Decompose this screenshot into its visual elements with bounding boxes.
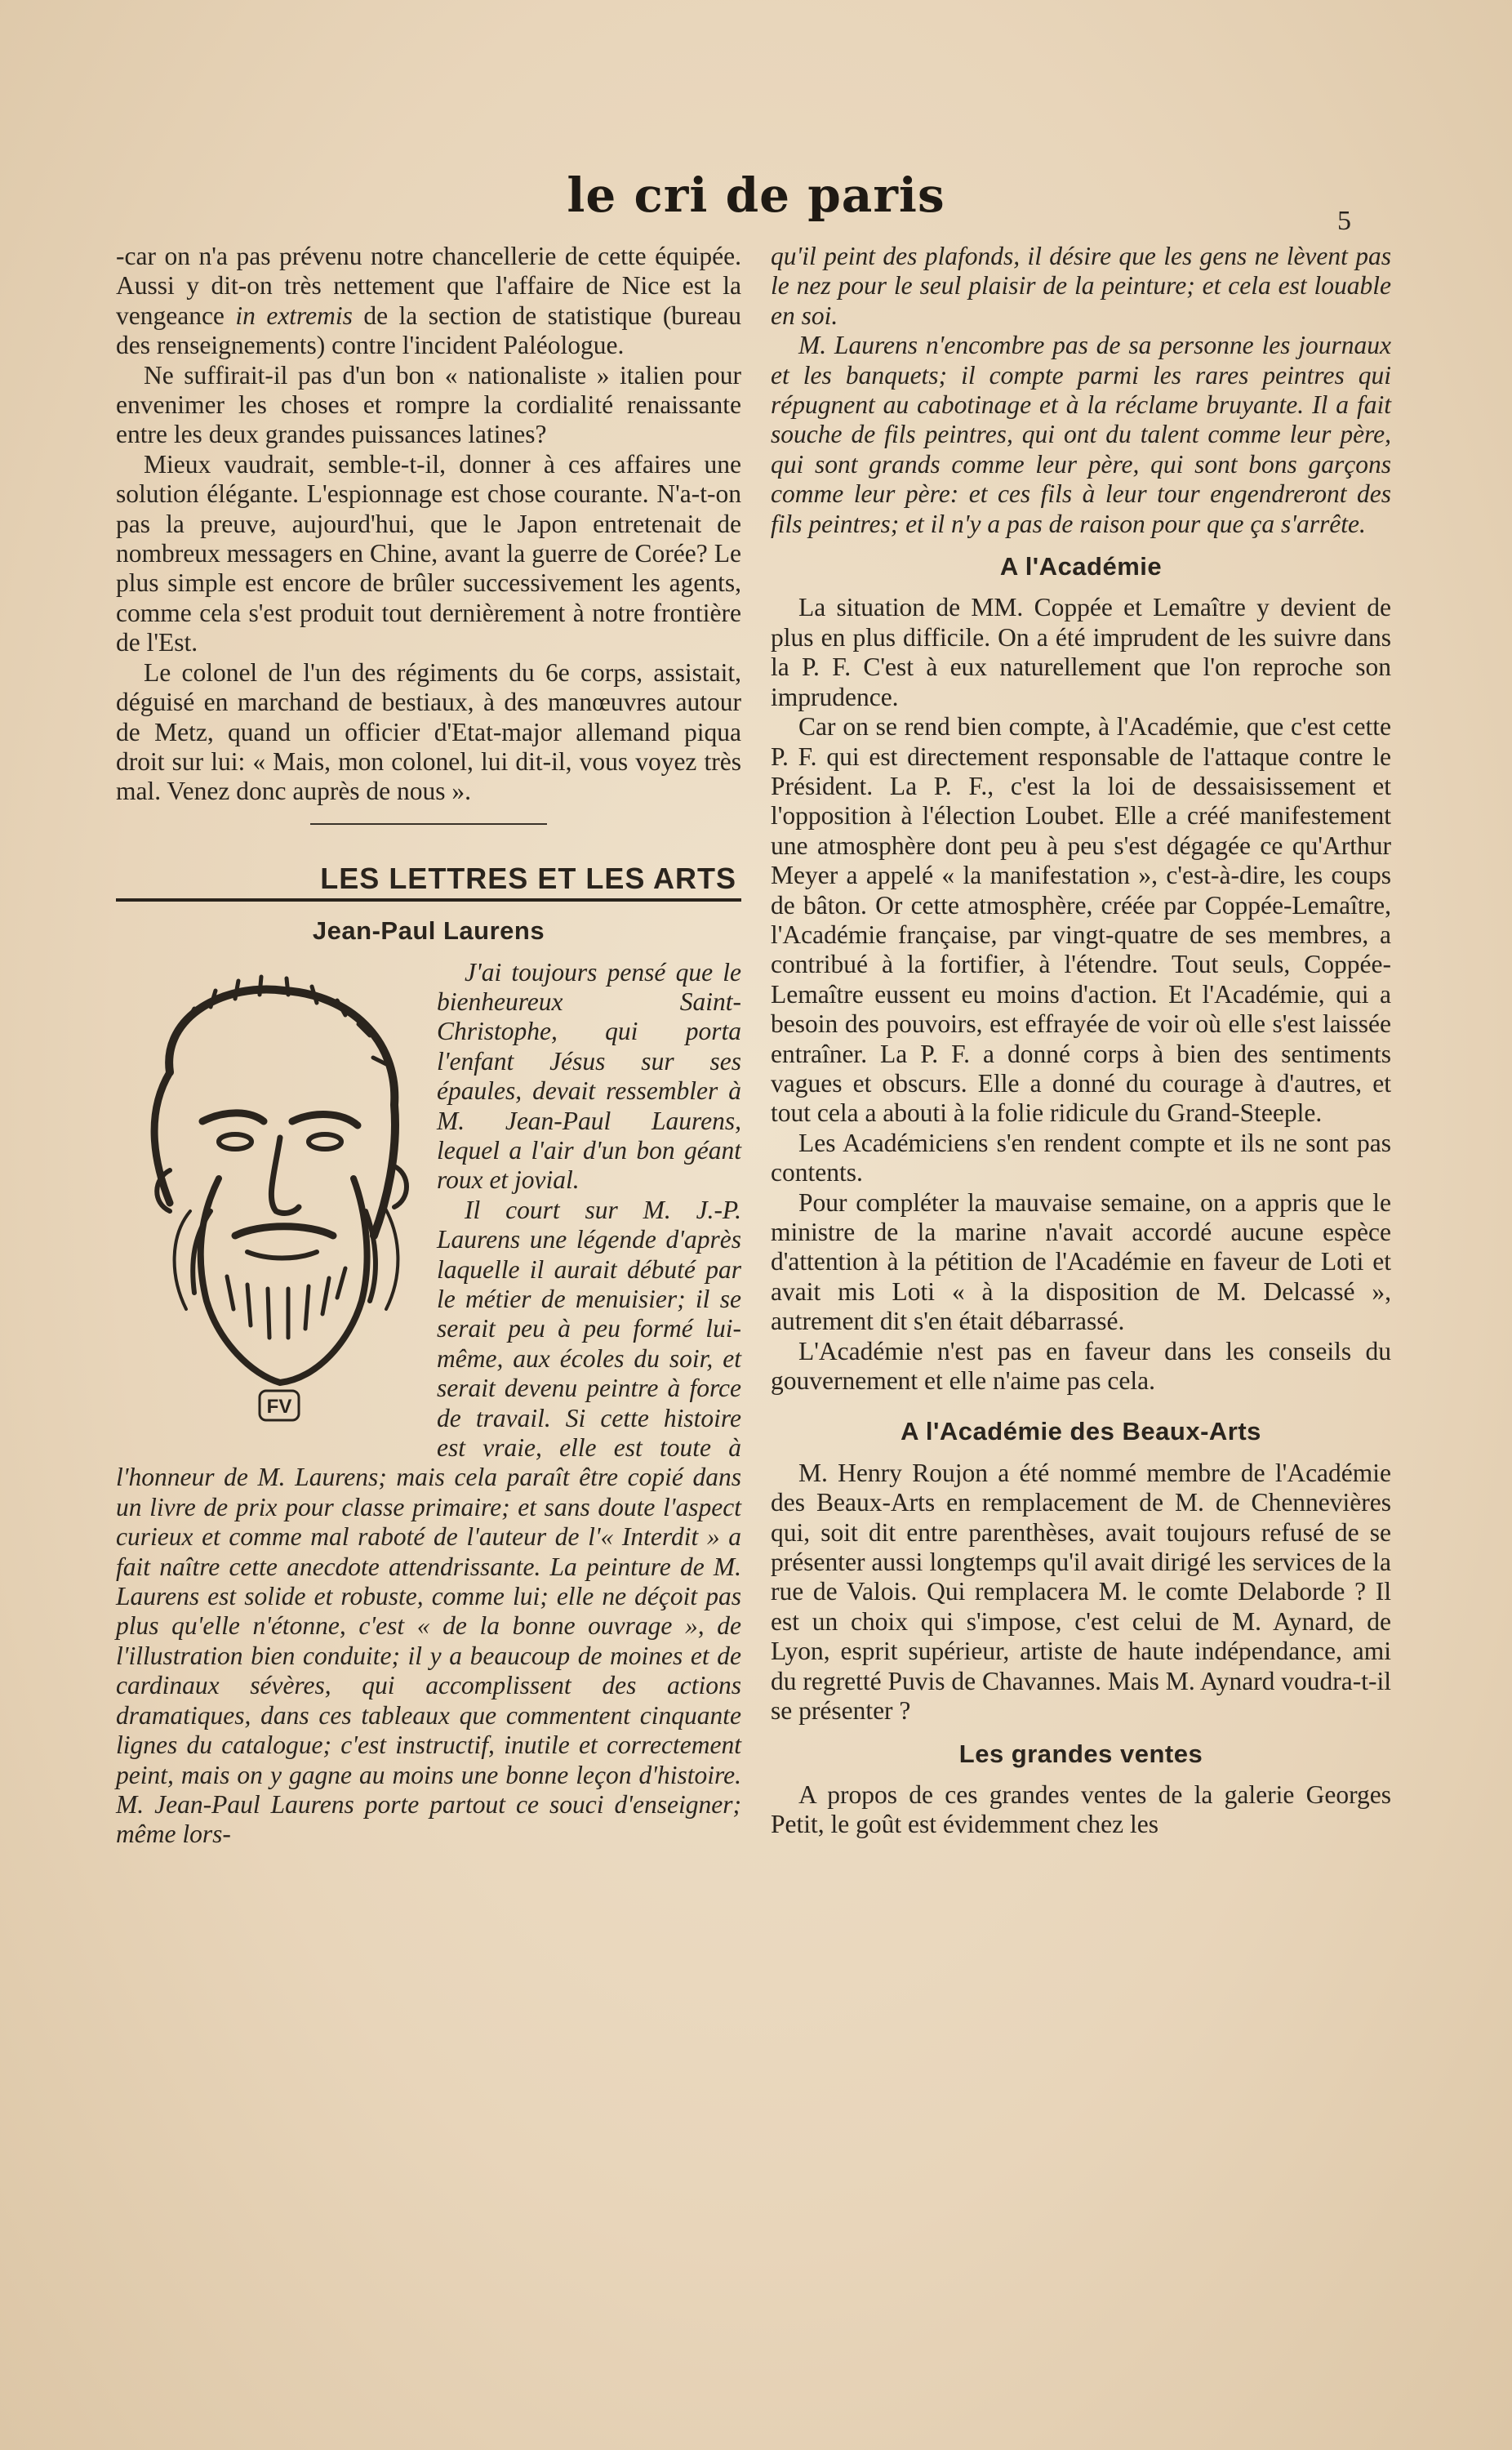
page-number: 5: [1337, 206, 1351, 236]
paragraph: Mieux vaudrait, semble-t-il, donner à ces affaires une solution élégante. L'espionnage est chose courante. N'a-t-on pas la preuve, aujourd'hui, que le Japon entretenait de nombreux messagers en Chine, avant la guerre de Corée? Le plus simple est encore de brûler successivement les agents, comme cela s'est produit tout dernièrement à notre frontière de l'Est.: [116, 449, 741, 657]
paragraph: Les Académiciens s'en rendent compte et ils ne sont pas contents.: [771, 1128, 1391, 1187]
paragraph: qu'il peint des plafonds, il désire que les gens ne lèvent pas le nez pour le seul plaisir de la peinture; et cela est louable en soi.: [771, 242, 1391, 330]
left-column: [116, 242, 741, 1850]
section-title: LES LETTRES ET LES ARTS: [116, 864, 741, 902]
section-heading: Les grandes ventes: [958, 1739, 1203, 1768]
paragraph: J'ai toujours pensé que le bienheureux Saint-Christophe, qui porta l'enfant Jésus sur ses épaules, devait ressembler à M. Jean-Paul Laurens, lequel a l'air d'un bon géant roux et jovial.: [437, 957, 741, 1195]
section-heading: A l'Académie: [999, 552, 1163, 581]
divider: [310, 823, 547, 825]
paragraph: M. Laurens n'encombre pas de sa personne les journaux et les banquets; il compte parmi les rares peintres qui répugnent au cabotinage et à la réclame bruyante. Il a fait souche de fils peintres, qui ont du talent comme leur père, qui sont grands comme leur père, qui sont bons garçons comme leur père: et ces fils à leur tour engendreront des fils peintres; et il n'y a pas de raison pour que ça s'arrête.: [771, 331, 1391, 538]
article-title: Jean-Paul Laurens: [312, 916, 545, 946]
paragraph: M. Henry Roujon a été nommé membre de l'Académie des Beaux-Arts en remplacement de M. de Chennevières qui, soit dit entre parenthèses, avait toujours refusé de se présenter aussi longtemps qu'il avait dirigé les services de la rue de Valois. Qui remplacera M. le comte Delaborde ? Il est un choix qui s'impose, c'est celui de M. Aynard, de Lyon, esprit supérieur, artiste de haute indépendance, ami du regretté Puvis de Chavannes. Mais M. Aynard voudra-t-il se présenter ?: [771, 1458, 1391, 1726]
paragraph: Car on se rend bien compte, à l'Académie, que c'est cette P. F. qui est directement responsable de l'attaque contre le Président. La P. F., c'est la loi de dessaisissement et l'opposition à l'élection Loubet. Elle a créé manifestement une atmosphère dont peu à peu s'est dégagée ce qu'Arthur Meyer a appelé « la manifestation », c'est-à-dire, les coups de bâton. Or cette atmosphère, créée par Coppée-Lemaître, l'Académie française, par vingt-quatre de ses membres, a contribué à la fortifier, à l'étendre. Tout seuls, Coppée-Lemaître eussent eu moins d'action. Et l'Académie, qui a besoin des pouvoirs, est effrayée de voir où elle s'est laissée entraîner. La P. F. a donné corps à bien des sentiments vagues et obscurs. Elle a donné du courage à d'autres, et tout cela a abouti à la folie ridicule du Grand-Steeple.: [771, 712, 1391, 1128]
paragraph: A propos de ces grandes ventes de la galerie Georges Petit, le goût est évidemment chez les: [771, 1780, 1391, 1839]
paragraph: Ne suffirait-il pas d'un bon « nationaliste » italien pour envenimer les choses et rompre la cordialité renaissante entre les deux grandes puissances latines?: [116, 360, 741, 449]
portrait-signature: FV: [266, 1395, 292, 1418]
masthead-title: le cri de paris: [567, 167, 945, 223]
paragraph: La situation de MM. Coppée et Lemaître y devient de plus en plus difficile. On a été imprudent de les suivre dans la P. F. C'est à eux naturellement que l'on reproche son imprudence.: [771, 593, 1391, 711]
paragraph: -car on n'a pas prévenu notre chancellerie de cette équipée. Aussi y dit-on très nettement que l'affaire de Nice est la vengeance in extremis de la section de statistique (bureau des renseignements) contre l'incident Paléologue.: [116, 242, 742, 360]
right-column: [771, 242, 1391, 1840]
paragraph: Le colonel de l'un des régiments du 6e corps, assistait, déguisé en marchand de bestiaux, à des manœuvres autour de Metz, quand un officier d'Etat-major allemand piqua droit sur lui: « Mais, mon colonel, lui dit-il, vous voyez très mal. Venez donc auprès de nous ».: [116, 657, 741, 806]
paragraph: Il court sur M. J.-P. Laurens une légende d'après laquelle il aurait débuté par le métier de menuisier; il se serait peu à peu formé lui-même, aux écoles du soir, et serait devenu peintre à force de travail. Si cette histoire est vraie, elle est toute à l'honneur de M. Laurens; mais cela paraît être copié dans un livre de prix pour classe primaire; et sans doute l'aspect curieux et comme mal raboté de l'auteur de l'« Interdit » a fait naître cette anecdote attendrissante. La peinture de M. Laurens est solide et robuste, comme lui; elle ne déçoit pas plus qu'elle n'étonne, c'est « de la bonne ouvrage », de l'illustration bien conduite; il y a beaucoup de moines et de cardinaux sévères, qui accomplissent des actions dramatiques, dans ces tableaux que commentent cinquante lignes du catalogue; c'est instructif, inutile et correctement peint, mais on y gagne au moins une bonne leçon d'histoire. M. Jean-Paul Laurens porte partout ce souci d'enseigner; même lors-: [116, 1195, 741, 1849]
section-heading: A l'Académie des Beaux-Arts: [901, 1417, 1261, 1446]
paragraph: Pour compléter la mauvaise semaine, on a appris que le ministre de la marine n'avait accordé aucune espèce d'attention à la pétition de l'Académie en faveur de Loti et avait mis Loti « à la disposition de M. Delcassé », autrement dit s'en était débarrassé.: [771, 1187, 1391, 1336]
paragraph: L'Académie n'est pas en faveur dans les conseils du gouvernement et elle n'aime pas cela.: [771, 1336, 1391, 1396]
portrait-illustration: [113, 966, 427, 1440]
